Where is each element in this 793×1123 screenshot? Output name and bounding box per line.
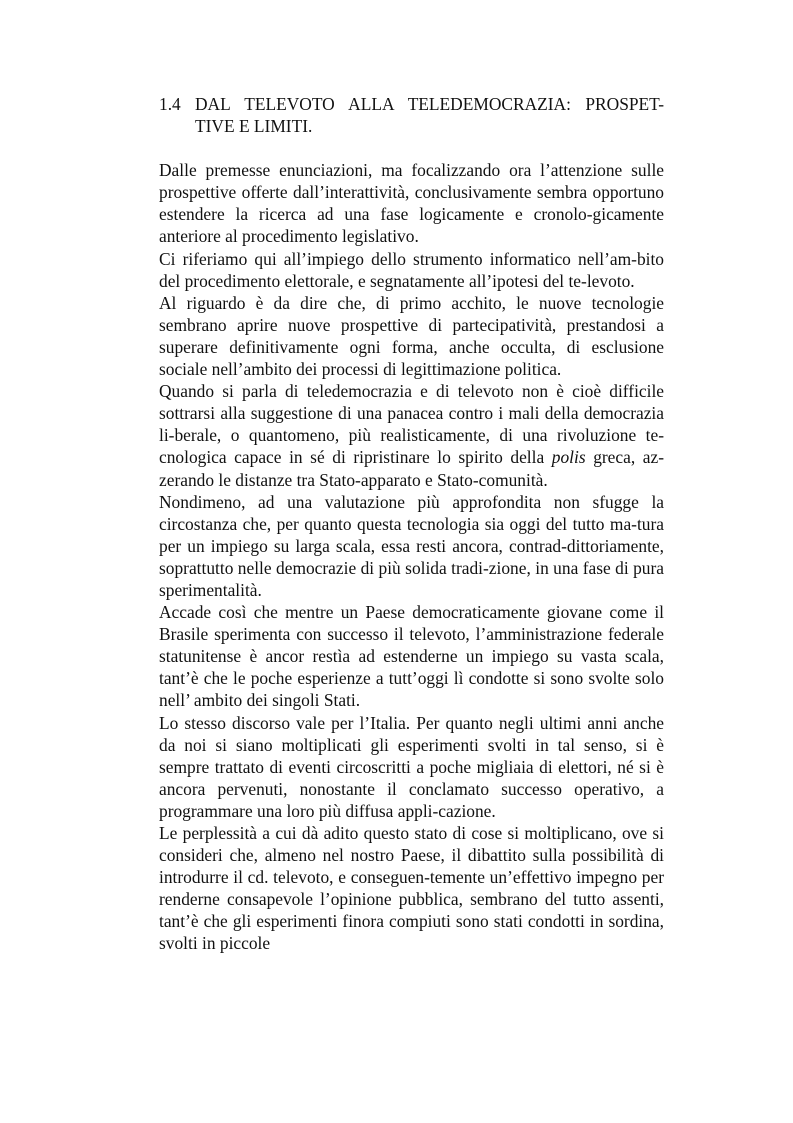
section-number: 1.4	[159, 94, 181, 114]
paragraph-2: Ci riferiamo qui all’impiego dello strumento informatico nell’am-bito del procedimento elettorale, e segnatamente all’ipotesi del te-levoto.	[159, 248, 664, 291]
paragraph-4	[159, 380, 664, 490]
paragraph-1: Dalle premesse enunciazioni, ma focalizzando ora l’attenzione sulle prospettive offerte dall’interattività, conclusivamente sembra opportuno estendere la ricerca ad una fase logicamente e cronolo-gicamente anteriore al procedimento legislativo.	[159, 160, 664, 247]
paragraph-7: Lo stesso discorso vale per l’Italia. Per quanto negli ultimi anni anche da noi si siano moltiplicati gli esperimenti svolti in tal senso, si è sempre trattato di eventi circoscritti a poche migliaia di elettori, né si è ancora pervenuti, nonostante il conclamato successo operativo, a programmare una loro più diffusa appli-cazione.	[159, 712, 664, 821]
section-heading	[159, 93, 664, 137]
paragraph-4-text-b: greca, az-zerando le distanze tra Stato-apparato e Stato-comunità.	[159, 447, 665, 490]
paragraph-4-text-a: Quando si parla di teledemocrazia e di televoto non è cioè difficile sottrarsi alla suggestione di una panacea contro i mali della democrazia li-berale, o quantomeno, più realisticamente, di una rivoluzione te-cnologica capace in sé di ripristinare lo spirito della	[159, 381, 664, 468]
section-title-line-2: TIVE E LIMITI.	[195, 116, 313, 137]
paragraph-5: Nondimeno, ad una valutazione più approfondita non sfugge la circostanza che, per quanto questa tecnologia sia oggi del tutto ma-tura per un impiego su larga scala, essa resti ancora, contrad-dittoriamente, soprattutto nelle democrazie di più solida tradi-zione, in una fase di pura sperimentalità.	[159, 491, 664, 600]
page-content	[159, 93, 664, 955]
paragraph-8: Le perplessità a cui dà adito questo stato di cose si moltiplicano, ove si consideri che, almeno nel nostro Paese, il dibattito sulla possibilità di introdurre il cd. televoto, e conseguen-temente un’effettivo impegno per renderne consapevole l’opinione pubblica, sembrano del tutto assenti, tant’è che gli esperimenti finora compiuti sono stati condotti in sordina, svolti in piccole	[159, 823, 664, 954]
paragraph-6: Accade così che mentre un Paese democraticamente giovane come il Brasile sperimenta con successo il televoto, l’amministrazione federale statunitense è ancor restìa ad estenderne un impiego su vasta scala, tant’è che le poche esperienze a tutt’oggi lì condotte si sono svolte solo nell’ ambito dei singoli Stati.	[159, 602, 664, 711]
section-title-line-1: DAL TELEVOTO ALLA TELEDEMOCRAZIA: PROSPET-	[195, 94, 664, 114]
paragraph-3: Al riguardo è da dire che, di primo acchito, le nuove tecnologie sembrano aprire nuove prospettive di partecipatività, prestandosi a superare definitivamente ogni forma, anche occulta, di esclusione sociale nell’ambito dei processi di legittimazione politica.	[159, 292, 664, 380]
paragraph-4-italic-term: polis	[551, 447, 586, 468]
